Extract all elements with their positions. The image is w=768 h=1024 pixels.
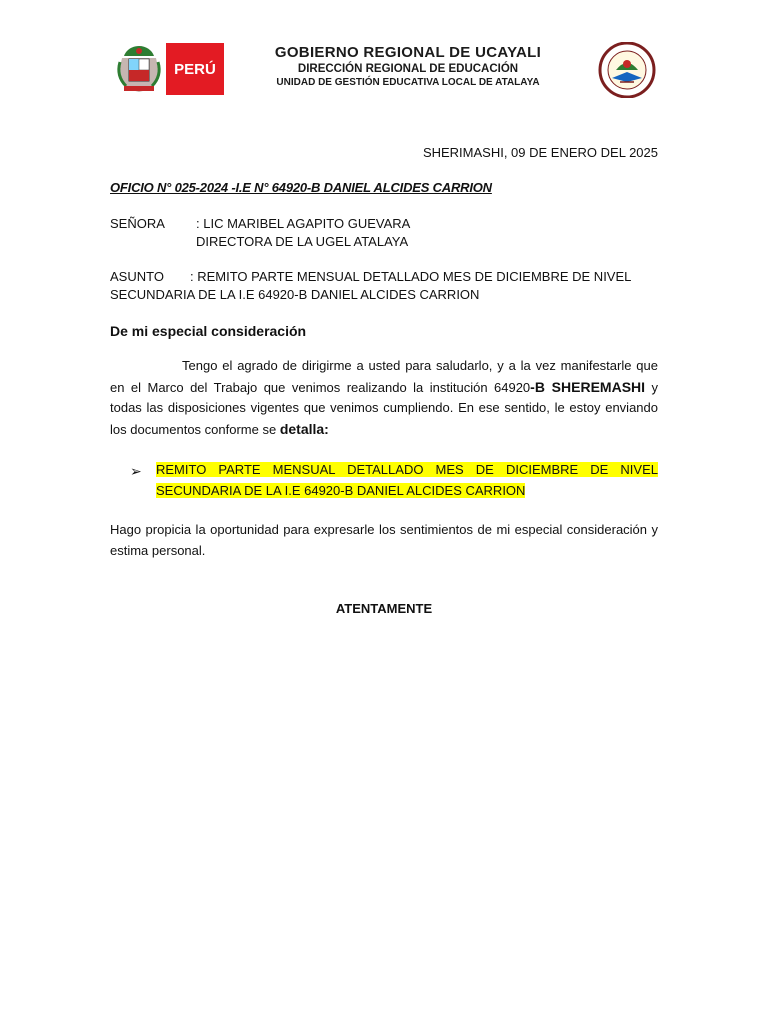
- peru-coat-of-arms-icon: [114, 42, 164, 96]
- recipient-label: SEÑORA: [110, 216, 165, 231]
- para1-institution: -B SHEREMASHI: [530, 378, 646, 395]
- para1-detalla: detalla:: [279, 420, 329, 437]
- letterhead: [110, 40, 658, 98]
- government-heading: [228, 44, 588, 89]
- peru-logo: PERÚ: [166, 43, 224, 95]
- greeting: De mi especial consideración: [110, 323, 307, 339]
- ugel-atalaya-logo-icon: [598, 42, 656, 98]
- recipient-name: : LIC MARIBEL AGAPITO GUEVARA: [196, 216, 411, 231]
- gov-line-2: DIRECCIÓN REGIONAL DE EDUCACIÓN: [297, 63, 519, 75]
- subject-label: ASUNTO: [110, 269, 164, 284]
- bullet-text: [156, 459, 658, 501]
- bullet-highlighted-text: REMITO PARTE MENSUAL DETALLADO MES DE DICIEMBRE DE NIVEL SECUNDARIA DE LA I.E 64920-B DANIEL ALCIDES CARRION: [156, 462, 658, 498]
- subject-line-2: SECUNDARIA DE LA I.E 64920-B DANIEL ALCIDES CARRION: [110, 287, 480, 302]
- letter-date: SHERIMASHI, 09 DE ENERO DEL 2025: [422, 145, 658, 160]
- para1-text-a: Tengo el agrado de dirigirme a usted para saludarlo, y a la vez manifestarle que en el Marco del Trabajo que venimos realizando la institución 64920: [110, 358, 658, 395]
- subject-line-1: : REMITO PARTE MENSUAL DETALLADO MES DE DICIEMBRE DE NIVEL: [190, 269, 632, 284]
- arrow-bullet-icon: ➢: [130, 463, 142, 479]
- closing: ATENTAMENTE: [335, 601, 433, 616]
- recipient-title: DIRECTORA DE LA UGEL ATALAYA: [196, 234, 409, 249]
- gov-line-3: UNIDAD DE GESTIÓN EDUCATIVA LOCAL DE ATALAYA: [276, 77, 540, 88]
- para1-text-c: y todas las disposiciones vigentes que venimos cumpliendo. En ese sentido, le estoy enviando los documentos conforme se: [110, 379, 658, 437]
- body-paragraph-1: [110, 356, 658, 440]
- gov-line-1: GOBIERNO REGIONAL DE UCAYALI: [274, 44, 542, 61]
- oficio-number: OFICIO N° 025-2024 -I.E N° 64920-B DANIEL ALCIDES CARRION: [110, 180, 492, 195]
- body-paragraph-2: Hago propicia la oportunidad para expresarle los sentimientos de mi especial consideración y estima personal.: [110, 522, 658, 558]
